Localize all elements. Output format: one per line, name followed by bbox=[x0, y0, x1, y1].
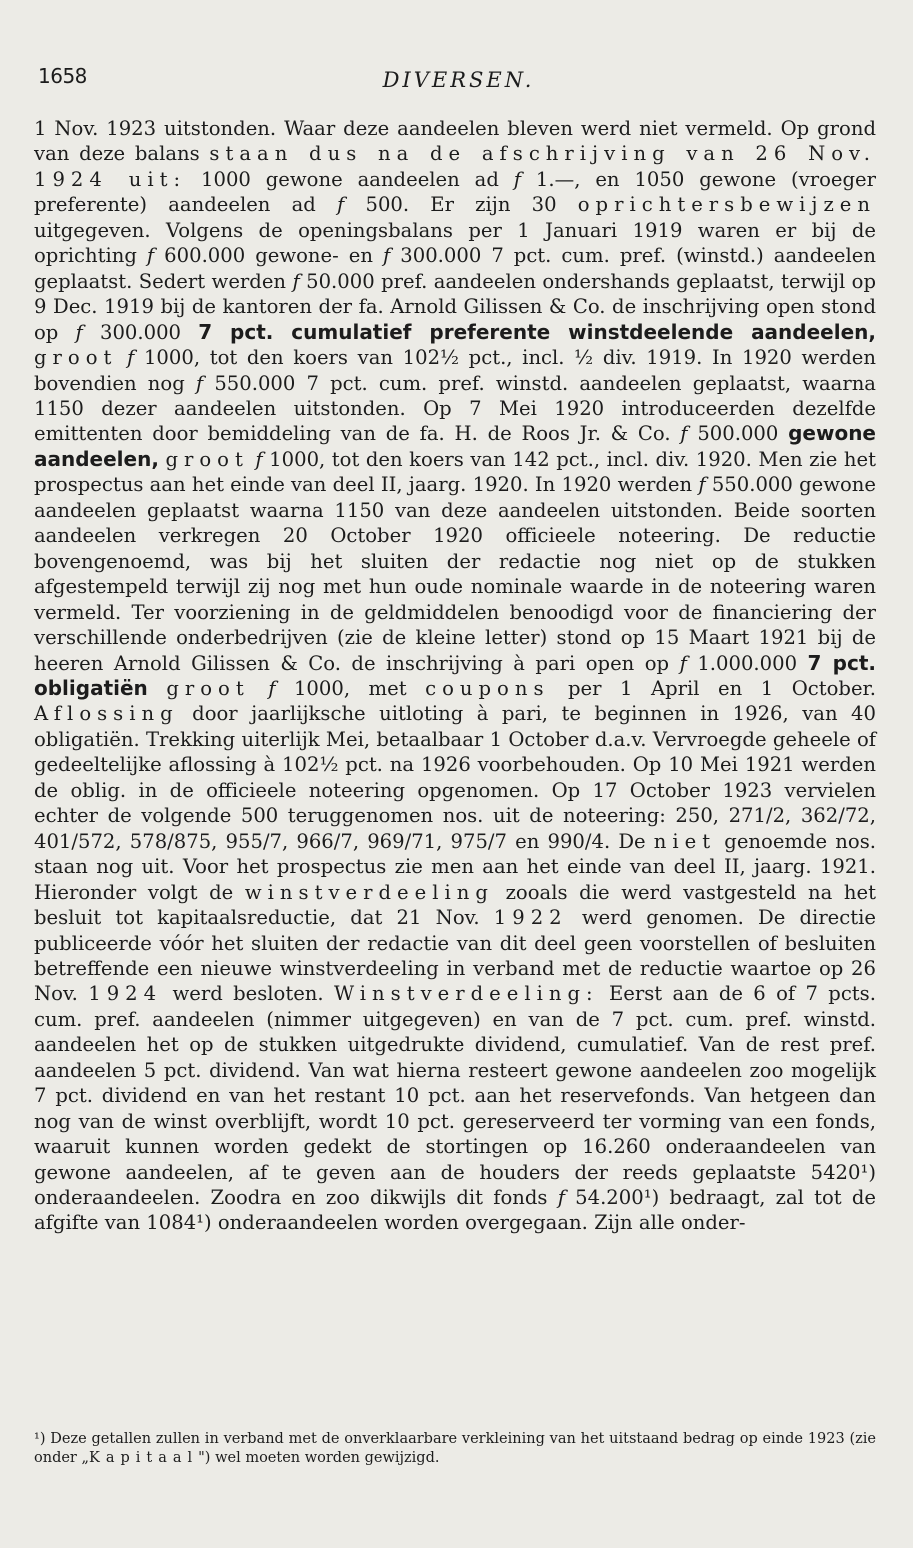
florin-sign: f bbox=[75, 320, 83, 344]
text-run: 500.000 bbox=[687, 422, 789, 446]
florin-sign: f bbox=[698, 473, 706, 497]
text-run: uitgegeven. Volgens de openingsbalans per 1 Januari 1919 waren er bij de oprichting bbox=[34, 218, 876, 268]
text-run: Eerst aan de 6 of 7 pcts. cum. pref. aandeelen (nimmer uitgegeven) en van de 7 pct. cum. pref. winstd. aandeelen het op de stukken uitgedrukte dividend, cumulatief. Van de rest pref. aandeelen 5 pct. dividend. Van wat hierna resteert gewone aandeelen zoo mogelijk 7 pct. dividend en van het restant 10 pct. aan het reservefonds. Van hetgeen dan nog van de winst overblijft, wordt 10 pct. gereserveerd ter vorming van een fonds, waaruit kunnen worden gedekt de stortingen op 16.260 onderaandeelen van gewone aandeelen, af te geven aan de houders der reeds geplaatste 5420 bbox=[34, 982, 876, 1184]
bold-heading: 7 pct. cumulatief preferente winstdeelende aandeelen, bbox=[198, 319, 876, 344]
text-run: 50.000 pref. aandeelen ondershands geplaatst, terwijl op 9 Dec. 1919 bij de kantoren der fa. Arnold Gilissen & Co. de inschrijving open stond op bbox=[34, 269, 876, 344]
florin-sign: f bbox=[680, 422, 688, 446]
text-run: 1.—, en 1050 gewone (vroeger preferente) aandeelen ad bbox=[34, 167, 876, 217]
florin-sign: f bbox=[513, 167, 522, 191]
text-run: ) onderaandeelen. Zoodra en zoo dikwijls dit fonds bbox=[34, 1160, 876, 1210]
running-head: DIVERSEN. bbox=[382, 68, 535, 92]
florin-sign: f bbox=[255, 447, 263, 471]
text-run: door jaarlijksche uitloting à pari, te beginnen in 1926, van 40 obligatiën. Trekking uiterlijk Mei, betaalbaar 1 October d.a.v. Vervroegde geheele of gedeeltelijke aflossing à 102½ pct. na 1926 voorbehouden. Op 10 Mei 1921 werden de oblig. in de officieele noteering opgenomen. Op 17 October 1923 vervielen echter de volgende 500 teruggenomen nos. uit de noteering: 250, 271/2, 362/72, 401/572, 578/875, 955/7, 966/7, 969/71, 975/7 en 990/4. De bbox=[34, 702, 876, 853]
spaced-text: staan dus na de afschrijving van 26 Nov. 1924 uit: bbox=[34, 142, 876, 191]
spaced-text: groot bbox=[165, 447, 249, 471]
page-header bbox=[34, 60, 883, 100]
text-run bbox=[117, 346, 127, 369]
text-run: 300.000 bbox=[82, 320, 199, 344]
florin-sign: f bbox=[146, 244, 155, 268]
text-run: 600.000 gewone- en bbox=[154, 244, 383, 268]
text-run: werd besloten. bbox=[162, 982, 334, 1006]
footnote-ref: ¹ bbox=[643, 1186, 652, 1210]
spaced-text: groot bbox=[34, 346, 118, 370]
bold-heading: 7 pct. obligatiën bbox=[34, 650, 877, 700]
florin-sign: f bbox=[383, 244, 391, 268]
florin-sign: f bbox=[337, 193, 345, 217]
spaced-text: 1924 bbox=[88, 982, 163, 1006]
florin-sign: f bbox=[268, 676, 276, 700]
florin-sign: f bbox=[679, 651, 687, 675]
text-run bbox=[250, 677, 269, 700]
footnote-ref: ¹ bbox=[860, 1160, 869, 1184]
text-run: 1 Nov. 1923 uitstonden. Waar deze aandeelen bleven werd niet vermeld. Op grond van deze balans bbox=[34, 117, 876, 166]
body-text bbox=[34, 116, 876, 1236]
spaced-text: oprichtersbewijzen bbox=[577, 193, 876, 217]
spaced-text: coupons bbox=[425, 676, 550, 700]
text-run: ) bedraagt, zal tot de afgifte van 1084 bbox=[34, 1186, 876, 1235]
florin-sign: f bbox=[127, 346, 135, 370]
text-run: 300.000 7 pct. cum. pref. (winstd.) aandeelen geplaatst. Sedert werden bbox=[34, 244, 876, 293]
text-run: 550.000 7 pct. cum. pref. winstd. aandeelen geplaatst, waarna 1150 dezer aandeelen uitstonden. Op 7 Mei 1920 introduceerden dezelfde emittenten door bemiddeling van de fa. H. de Roos Jr. & Co. bbox=[34, 371, 876, 446]
text-run: 1000, tot den koers van 142 pct., incl. div. 1920. Men zie het prospectus aan het einde van deel II, jaarg. 1920. In 1920 werden bbox=[34, 447, 876, 497]
text-run: 1000, tot den koers van 102½ pct., incl. ½ div. 1919. In 1920 werden bovendien nog bbox=[34, 346, 876, 395]
footnote-marker: ¹ bbox=[34, 1431, 40, 1447]
page-number: 1658 bbox=[38, 64, 87, 88]
spaced-text: winstverdeeling bbox=[244, 880, 494, 904]
text-run: zooals die werd vastgesteld na het besluit tot kapitaalsreductie, dat 21 Nov. bbox=[34, 880, 877, 930]
footnote bbox=[34, 1430, 876, 1468]
spaced-text: niet bbox=[653, 829, 717, 853]
florin-sign: f bbox=[557, 1186, 565, 1210]
text-run: genoemde nos. staan nog uit. Voor het prospectus zie men aan het einde van deel II, jaarg. 1921. Hieronder volgt de bbox=[34, 829, 876, 904]
spaced-text: groot bbox=[166, 676, 250, 700]
text-run: ) onderaandeelen worden overgegaan. Zijn alle onder- bbox=[204, 1211, 746, 1235]
footnote-text: ) Deze getallen zullen in verband met de onverklaarbare verkleining van het uitstaand bedrag op einde 1923 (zie onder „ bbox=[34, 1431, 876, 1466]
spaced-text: Winstverdeeling: bbox=[333, 982, 599, 1006]
florin-sign: f bbox=[292, 269, 300, 293]
text-run: 1000, met bbox=[275, 676, 426, 700]
footnote-text: ") wel moeten worden gewijzigd. bbox=[198, 1450, 440, 1466]
florin-sign: f bbox=[195, 371, 204, 395]
bold-heading: gewone aandeelen, bbox=[34, 421, 876, 471]
spaced-text: Kapitaal bbox=[88, 1450, 199, 1466]
text-run: 54.200 bbox=[564, 1186, 644, 1210]
text-run: per 1 April en 1 October. bbox=[549, 676, 876, 700]
text-run: 1000 gewone aandeelen ad bbox=[186, 167, 514, 191]
footnote-ref: ¹ bbox=[196, 1211, 205, 1235]
spaced-text: Aflossing bbox=[34, 702, 179, 726]
spaced-text: 1922 bbox=[493, 906, 568, 930]
main-paragraph bbox=[34, 116, 876, 1236]
text-run bbox=[148, 677, 167, 700]
text-run: werd genomen. De directie publiceerde vóór het sluiten der redactie van dit deel geen voorstellen of besluiten betreffende een nieuwe winstverdeeling in verband met de reductie waartoe op 26 Nov. bbox=[34, 906, 876, 1006]
text-run: 500. Er zijn 30 bbox=[344, 193, 578, 217]
footnote-paragraph bbox=[34, 1430, 876, 1468]
text-run: 1.000.000 bbox=[686, 651, 808, 675]
text-run: 550.000 gewone aandeelen geplaatst waarna 1150 van deze aandeelen uitstonden. Beide soorten aandeelen verkregen 20 October 1920 officieele noteering. De reductie bovengenoemd, was bij het sluiten der redactie nog niet op de stukken afgestempeld terwijl zij nog met hun oude nominale waarde in de noteering waren vermeld. Ter voorziening in de geldmiddelen benoodigd voor de financiering der verschillende onderbedrijven (zie de kleine letter) stond op 15 Maart 1921 bij de heeren Arnold Gilissen & Co. de inschrijving à pari open op bbox=[34, 473, 876, 675]
